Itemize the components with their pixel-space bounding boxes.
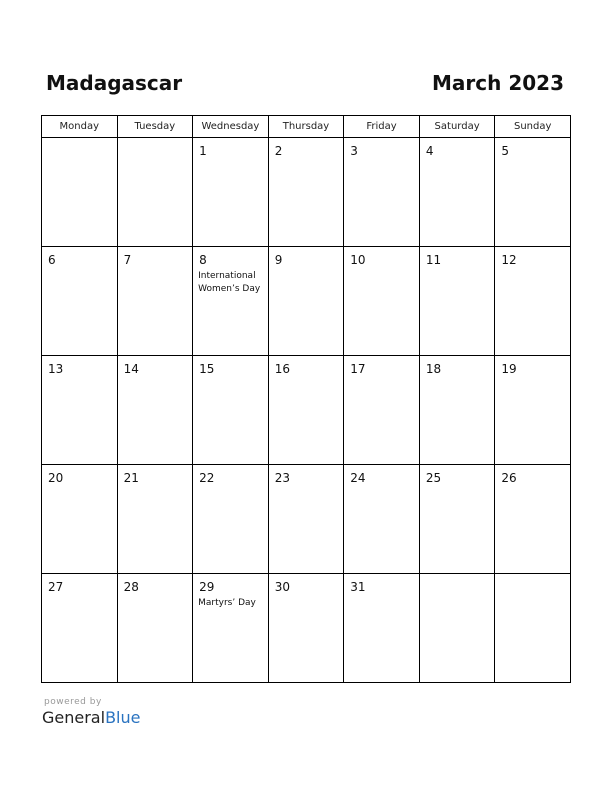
day-cell	[193, 465, 269, 574]
day-cell	[419, 465, 495, 574]
day-cell	[495, 465, 571, 574]
day-cell	[193, 574, 269, 683]
week-row	[42, 247, 571, 356]
generalblue-logo[interactable]	[42, 708, 140, 727]
day-cell	[42, 247, 118, 356]
day-number: 8	[199, 253, 207, 267]
weekday-header-row	[42, 116, 571, 138]
day-number: 13	[48, 362, 64, 376]
day-cell	[42, 465, 118, 574]
day-cell	[419, 356, 495, 465]
day-number: 25	[425, 471, 442, 485]
weekday-monday: Monday	[42, 116, 118, 138]
day-cell	[117, 574, 193, 683]
day-cell	[419, 574, 495, 683]
holiday-label: International Women’s Day	[198, 271, 261, 294]
day-number: 11	[425, 253, 442, 267]
day-cell	[344, 465, 420, 574]
day-cell	[268, 138, 344, 247]
day-number: 19	[501, 362, 517, 376]
day-number: 3	[350, 144, 358, 158]
day-number: 18	[425, 362, 442, 376]
day-cell	[419, 138, 495, 247]
week-row	[42, 356, 571, 465]
day-cell	[117, 247, 193, 356]
weekday-friday: Friday	[344, 116, 420, 138]
week-row	[42, 138, 571, 247]
weekday-sunday: Sunday	[495, 116, 571, 138]
day-cell	[495, 138, 571, 247]
day-number: 30	[274, 580, 290, 594]
day-number: 2	[274, 144, 283, 158]
day-cell	[193, 247, 269, 356]
day-cell	[42, 356, 118, 465]
weekday-tuesday: Tuesday	[117, 116, 193, 138]
week-row	[42, 574, 571, 683]
day-number: 21	[123, 471, 139, 485]
day-number: 7	[123, 253, 132, 267]
day-cell	[268, 465, 344, 574]
week-row	[42, 465, 571, 574]
day-cell	[117, 465, 193, 574]
day-cell	[268, 247, 344, 356]
day-number: 1	[199, 144, 207, 158]
day-cell	[268, 356, 344, 465]
day-cell	[344, 574, 420, 683]
country-title: Madagascar	[46, 71, 183, 95]
day-cell	[344, 138, 420, 247]
day-cell	[495, 356, 571, 465]
month-title: March 2023	[432, 71, 564, 95]
day-cell	[42, 138, 118, 247]
calendar-grid	[41, 115, 571, 683]
day-number: 24	[350, 471, 366, 485]
day-number: 17	[350, 362, 366, 376]
day-number: 31	[350, 580, 366, 594]
day-number: 12	[501, 253, 517, 267]
day-cell	[117, 356, 193, 465]
day-number: 23	[274, 471, 290, 485]
day-cell	[495, 574, 571, 683]
weekday-saturday: Saturday	[419, 116, 495, 138]
weekday-wednesday: Wednesday	[193, 116, 269, 138]
day-number: 16	[274, 362, 290, 376]
day-number: 6	[48, 253, 56, 267]
day-number: 9	[274, 253, 283, 267]
day-cell	[495, 247, 571, 356]
day-cell	[42, 574, 118, 683]
day-number: 29	[199, 580, 215, 594]
holiday-label: Martyrs’ Day	[198, 598, 256, 608]
day-number: 15	[199, 362, 215, 376]
day-cell	[193, 356, 269, 465]
day-number: 14	[123, 362, 139, 376]
day-cell	[419, 247, 495, 356]
day-number: 26	[501, 471, 517, 485]
day-cell	[268, 574, 344, 683]
powered-by-label: powered by	[44, 697, 102, 707]
day-cell	[344, 356, 420, 465]
day-number: 10	[350, 253, 366, 267]
day-number: 20	[48, 471, 64, 485]
brand-general-text: General	[42, 708, 106, 727]
day-number: 27	[48, 580, 64, 594]
brand-blue-text: Blue	[105, 708, 141, 727]
day-cell	[344, 247, 420, 356]
day-number: 5	[501, 144, 510, 158]
day-cell	[117, 138, 193, 247]
day-number: 22	[199, 471, 215, 485]
day-cell	[193, 138, 269, 247]
weekday-thursday: Thursday	[268, 116, 344, 138]
day-number: 4	[425, 144, 434, 158]
day-number: 28	[123, 580, 139, 594]
